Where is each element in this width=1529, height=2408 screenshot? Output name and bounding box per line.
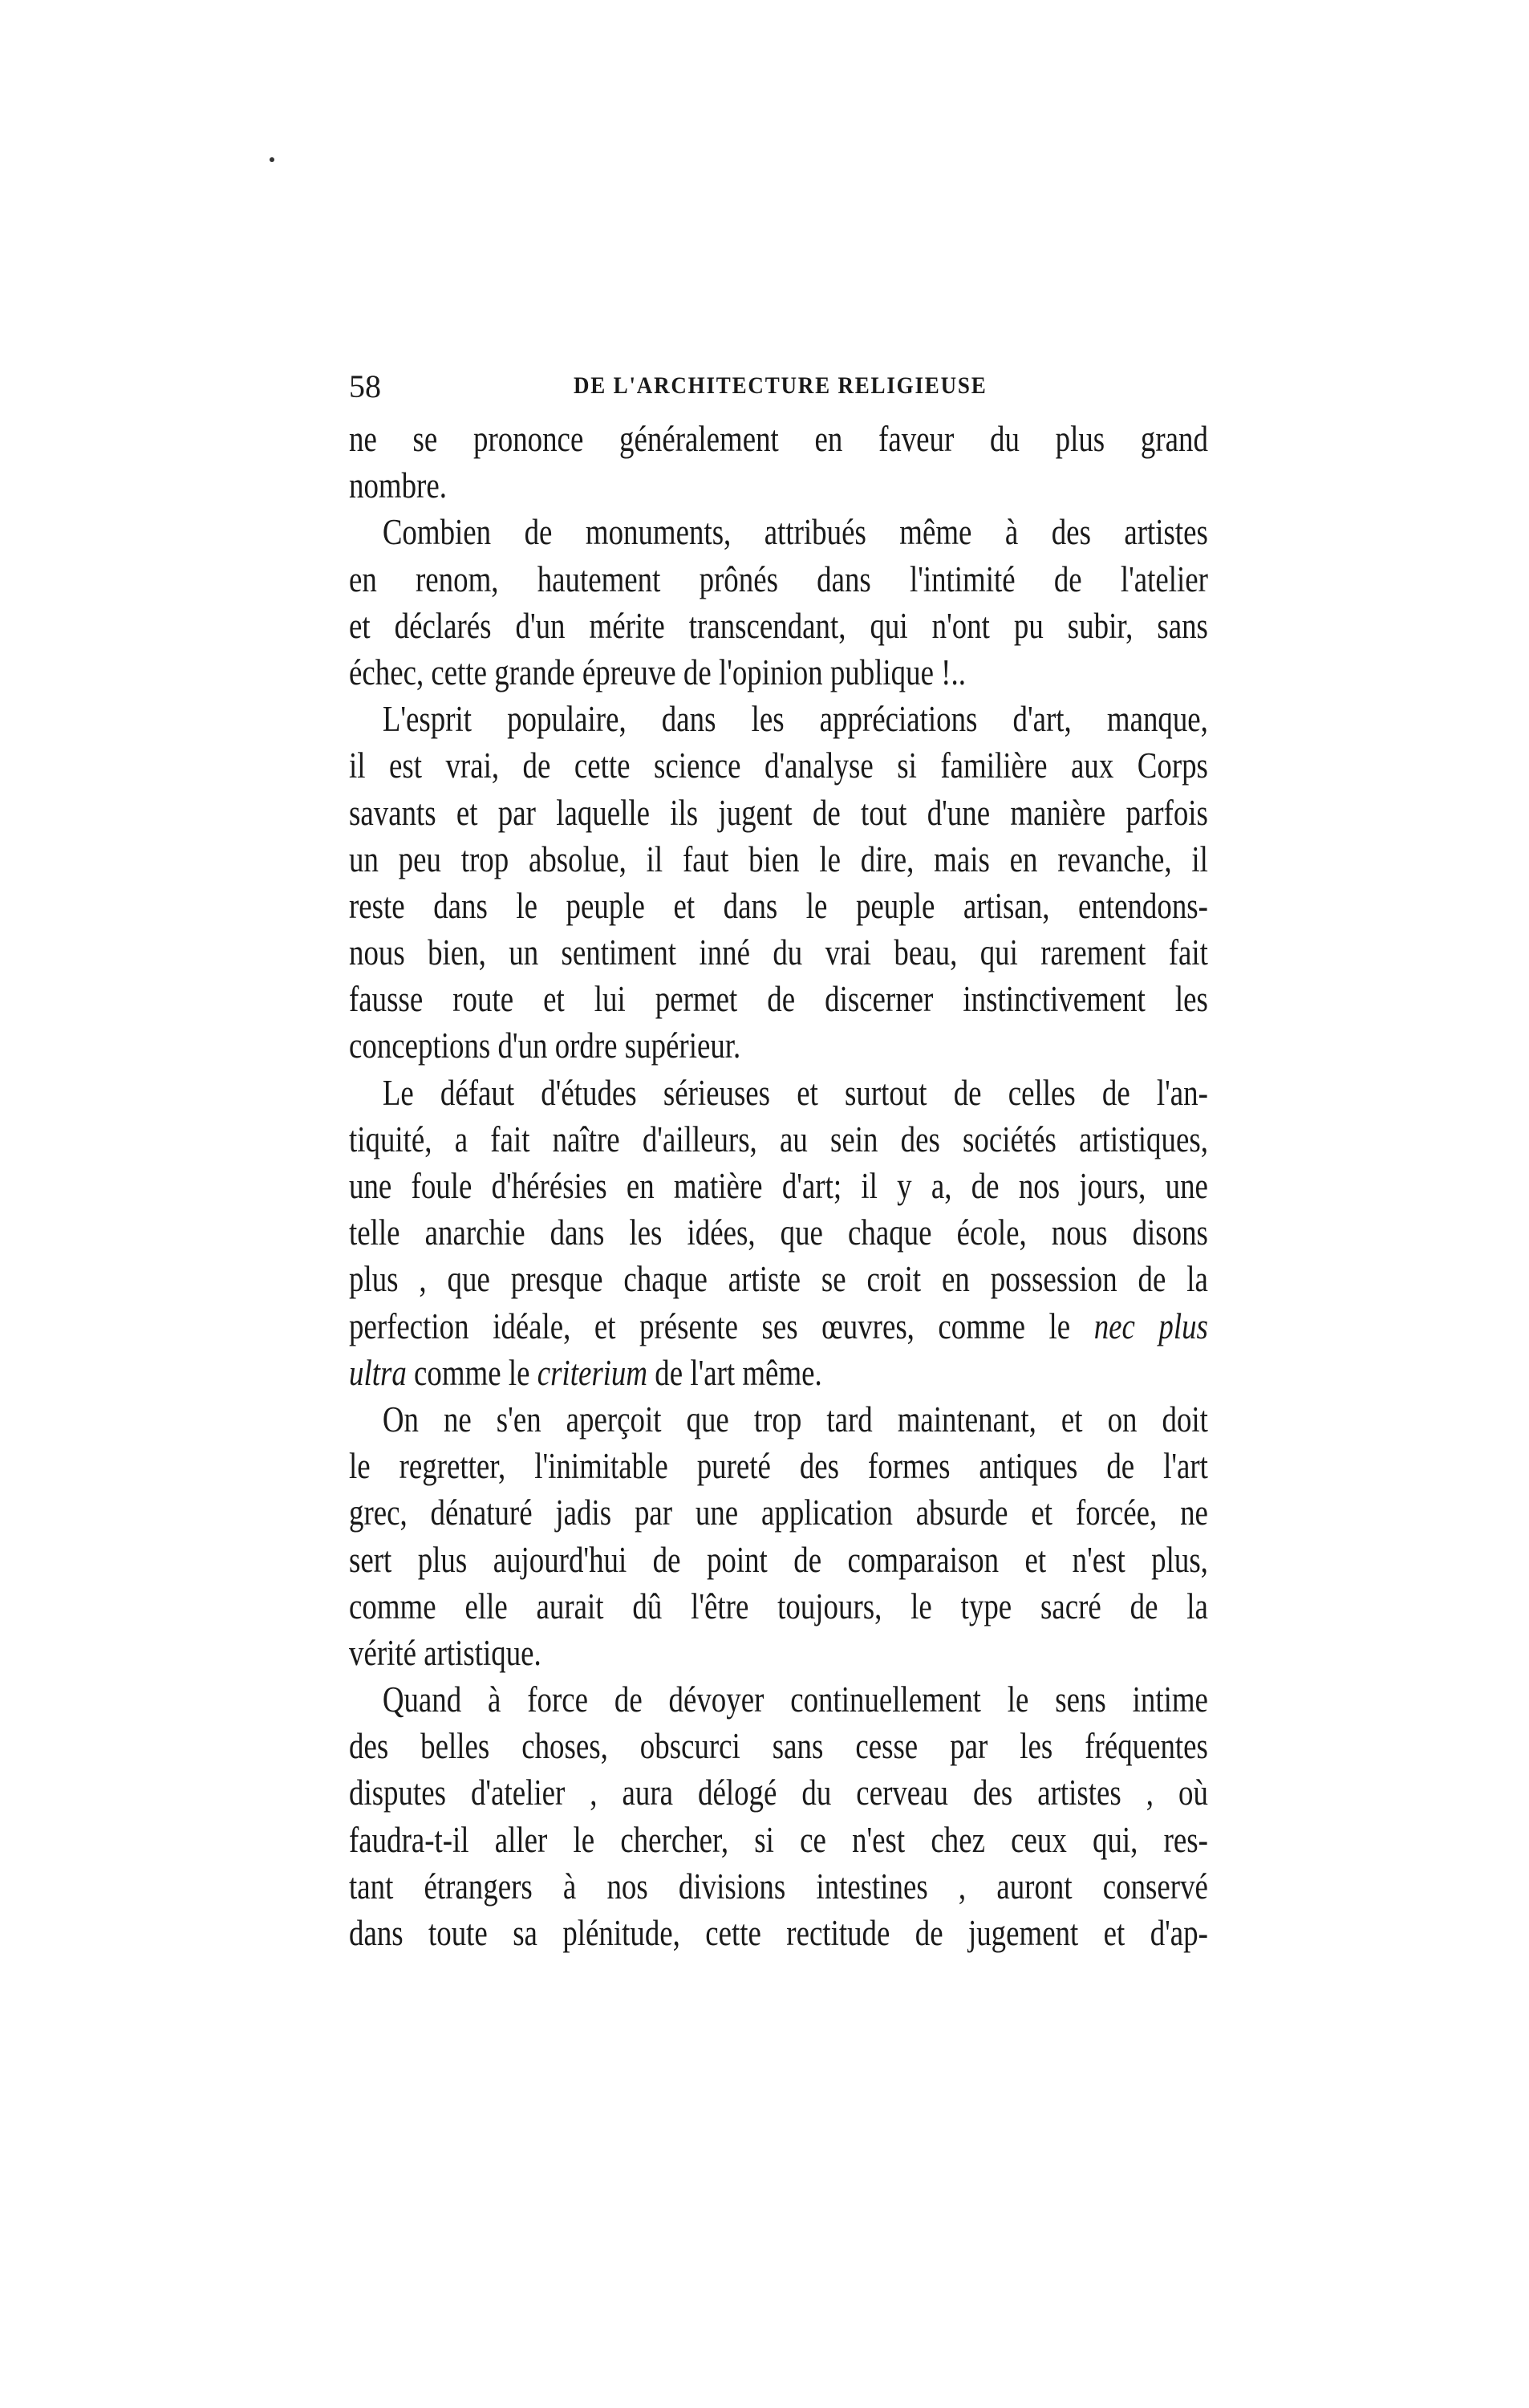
text-line	[349, 1537, 1208, 1583]
text-line-inner	[349, 1256, 1208, 1302]
text-segment: nous bien, un sentiment inné du vrai beau, qui rarement fait	[349, 932, 1208, 973]
text-line-inner	[349, 790, 1208, 836]
text-line	[349, 1163, 1208, 1209]
text-segment: ne se prononce généralement en faveur du plus grand	[349, 419, 1208, 459]
text-line	[349, 603, 1208, 649]
text-line-inner	[349, 696, 1208, 742]
text-segment: dans toute sa plénitude, cette rectitude de jugement et d'ap-	[349, 1913, 1208, 1953]
text-line	[349, 742, 1208, 789]
text-line	[349, 1396, 1208, 1443]
text-segment: tiquité, a fait naître d'ailleurs, au sein des sociétés artistiques,	[349, 1119, 1208, 1159]
text-line-inner	[349, 1723, 1208, 1769]
text-line-inner	[349, 1022, 1208, 1069]
text-line-inner	[349, 556, 1208, 603]
text-segment: échec, cette grande épreuve de l'opinion publique !..	[349, 652, 966, 692]
text-line	[349, 1443, 1208, 1489]
text-segment: Quand à force de dévoyer continuellement le sens intime	[382, 1679, 1208, 1720]
text-line-inner	[349, 1537, 1208, 1583]
text-line-inner	[349, 836, 1208, 883]
text-segment: un peu trop absolue, il faut bien le dire, mais en revanche, il	[349, 839, 1208, 879]
scan-speck	[270, 157, 274, 162]
text-line	[349, 1723, 1208, 1769]
text-line	[349, 790, 1208, 836]
text-segment: sert plus aujourd'hui de point de comparaison et n'est plus,	[349, 1539, 1208, 1580]
italic-text: ultra	[349, 1352, 407, 1393]
text-line	[349, 1070, 1208, 1116]
running-header	[349, 367, 1208, 408]
text-line	[349, 883, 1208, 929]
text-segment: L'esprit populaire, dans les appréciations d'art, manque,	[382, 699, 1208, 740]
text-line	[349, 556, 1208, 603]
text-line	[349, 1817, 1208, 1863]
text-segment: disputes d'atelier , aura délogé du cerveau des artistes , où	[349, 1772, 1208, 1813]
text-line-inner	[349, 649, 1208, 696]
text-line	[349, 1583, 1208, 1630]
text-segment: et déclarés d'un mérite transcendant, qui n'ont pu subir, sans	[349, 605, 1208, 646]
text-line-inner	[349, 742, 1208, 789]
text-line-inner	[349, 1630, 1208, 1676]
text-line	[349, 1769, 1208, 1816]
text-segment: comme elle aurait dû l'être toujours, le type sacré de la	[349, 1586, 1208, 1626]
text-segment: plus , que presque chaque artiste se croit en possession de la	[349, 1259, 1208, 1300]
text-line-inner	[349, 883, 1208, 929]
text-line-inner	[349, 1583, 1208, 1630]
text-line-inner	[349, 1676, 1208, 1723]
body-text	[349, 416, 1208, 1956]
text-segment: On ne s'en aperçoit que trop tard maintenant, et on doit	[382, 1399, 1208, 1440]
text-segment: perfection idéale, et présente ses œuvres, comme le	[349, 1306, 1094, 1346]
text-line	[349, 416, 1208, 462]
text-segment: savants et par laquelle ils jugent de tout d'une manière parfois	[349, 792, 1208, 833]
italic-text: nec plus	[1093, 1306, 1208, 1346]
text-line	[349, 696, 1208, 742]
text-line-inner	[349, 416, 1208, 462]
text-line-inner	[349, 1209, 1208, 1256]
text-line	[349, 1863, 1208, 1910]
text-segment: comme le	[406, 1352, 537, 1393]
text-segment: Combien de monuments, attribués même à des artistes	[382, 512, 1208, 553]
running-title: DE L'ARCHITECTURE RELIGIEUSE	[574, 372, 988, 399]
text-line-inner	[349, 1350, 1208, 1396]
text-segment: vérité artistique.	[349, 1632, 541, 1673]
text-segment: fausse route et lui permet de discerner instinctivement les	[349, 979, 1208, 1020]
page-number: 58	[349, 368, 381, 404]
text-line	[349, 1256, 1208, 1302]
text-line	[349, 1676, 1208, 1723]
text-line-inner	[349, 1396, 1208, 1443]
text-line-inner	[349, 462, 1208, 509]
text-segment: des belles choses, obscurci sans cesse par les fréquentes	[349, 1726, 1208, 1767]
text-line	[349, 1116, 1208, 1163]
text-segment: reste dans le peuple et dans le peuple artisan, entendons-	[349, 885, 1208, 926]
text-line	[349, 462, 1208, 509]
text-line-inner	[349, 1070, 1208, 1116]
text-line	[349, 1910, 1208, 1956]
text-line	[349, 509, 1208, 555]
text-line-inner	[349, 1489, 1208, 1536]
text-line-inner	[349, 603, 1208, 649]
text-line	[349, 1630, 1208, 1676]
text-line-inner	[349, 1443, 1208, 1489]
text-segment: nombre.	[349, 465, 447, 506]
text-line-inner	[349, 1769, 1208, 1816]
text-segment: tant étrangers à nos divisions intestines , auront conservé	[349, 1866, 1208, 1907]
text-line	[349, 649, 1208, 696]
text-line	[349, 836, 1208, 883]
text-segment: de l'art même.	[647, 1352, 822, 1393]
text-segment: faudra-t-il aller le chercher, si ce n'est chez ceux qui, res-	[349, 1819, 1208, 1860]
text-line-inner	[349, 1910, 1208, 1956]
text-line	[349, 1303, 1208, 1350]
text-line-inner	[349, 1817, 1208, 1863]
text-line-inner	[349, 1863, 1208, 1910]
text-segment: Le défaut d'études sérieuses et surtout de celles de l'an-	[382, 1072, 1208, 1113]
text-line	[349, 1209, 1208, 1256]
text-segment: en renom, hautement prônés dans l'intimité de l'atelier	[349, 558, 1208, 599]
text-line	[349, 929, 1208, 976]
italic-text: criterium	[537, 1352, 648, 1393]
text-line-inner	[349, 929, 1208, 976]
text-line-inner	[349, 509, 1208, 555]
text-segment: telle anarchie dans les idées, que chaque école, nous disons	[349, 1212, 1208, 1253]
text-line	[349, 1022, 1208, 1069]
text-segment: le regretter, l'inimitable pureté des formes antiques de l'art	[349, 1446, 1208, 1487]
text-line-inner	[349, 976, 1208, 1022]
text-line	[349, 1350, 1208, 1396]
text-line	[349, 976, 1208, 1022]
text-line-inner	[349, 1163, 1208, 1209]
text-segment: grec, dénaturé jadis par une application absurde et forcée, ne	[349, 1492, 1208, 1533]
text-segment: conceptions d'un ordre supérieur.	[349, 1025, 741, 1066]
text-line	[349, 1489, 1208, 1536]
text-segment: il est vrai, de cette science d'analyse si familière aux Corps	[349, 745, 1208, 786]
text-line-inner	[349, 1303, 1208, 1350]
text-line-inner	[349, 1116, 1208, 1163]
text-segment: une foule d'hérésies en matière d'art; il y a, de nos jours, une	[349, 1166, 1208, 1206]
